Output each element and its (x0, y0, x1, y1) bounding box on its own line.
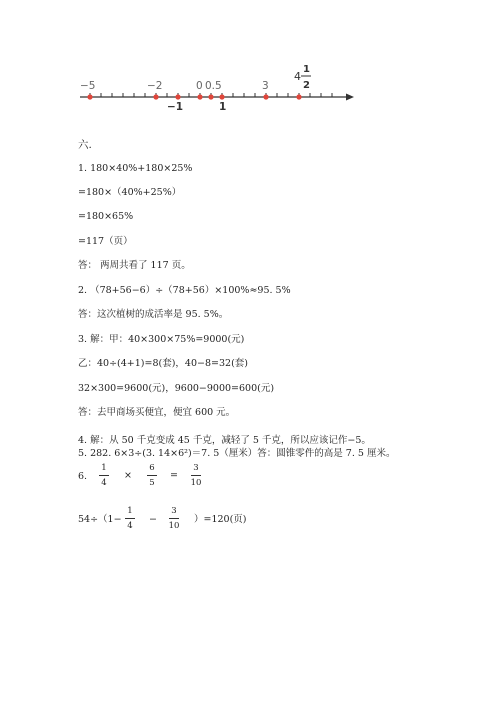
label-neg2: −2 (147, 80, 163, 92)
point-0-5 (208, 94, 213, 99)
q6-frac3-bar (191, 475, 201, 476)
q1-answer: 答： 两周共看了 117 页。 (78, 260, 191, 271)
label-neg5: −5 (80, 80, 96, 92)
point-neg2 (153, 94, 158, 99)
q6-line-2-prefix: 54÷（1− (78, 514, 122, 525)
point-4-5 (296, 94, 301, 99)
q1-line-4: =117（页） (78, 236, 133, 247)
section-title: 六. (78, 139, 92, 151)
q6-frac5-bar (169, 518, 179, 519)
q3-answer: 答：去甲商场买便宜，便宜 600 元。 (78, 407, 236, 418)
q6-frac2-numerator: 6 (149, 463, 155, 473)
q6-frac4-denominator: 4 (127, 521, 133, 531)
point-neg1 (175, 94, 180, 99)
q6-operator-equals: = (170, 470, 178, 481)
q2-line-1: 2. （78+56−6）÷（78+56）×100%≈95. 5% (78, 285, 291, 296)
q1-line-2: =180×（40%+25%） (78, 187, 182, 198)
q6-number: 6. (78, 471, 88, 482)
label-0: 0 (196, 80, 203, 92)
q6-frac4-numerator: 1 (127, 506, 133, 516)
q6-frac2-bar (147, 475, 157, 476)
label-1: 1 (219, 101, 227, 113)
label-0-5: 0.5 (205, 80, 222, 92)
label-mixed-denominator: 2 (303, 80, 310, 91)
q6-frac3-numerator: 3 (193, 463, 199, 473)
q6-operator-minus: − (149, 514, 157, 525)
label-mixed-numerator: 1 (303, 64, 310, 75)
q1-line-1: 1. 180×40%+180×25% (78, 163, 193, 174)
point-1 (219, 94, 224, 99)
number-line-arrow (346, 94, 354, 101)
q6-frac1-denominator: 4 (101, 478, 107, 488)
q6-operator-times: × (124, 470, 132, 481)
q5-line-1: 5. 282. 6×3÷(3. 14×6²)＝7. 5（厘米）答：圆锥零件的高是 7. 5 厘米。 (78, 448, 396, 459)
q6-frac1-numerator: 1 (101, 463, 107, 473)
point-neg5 (87, 94, 92, 99)
label-neg1: −1 (167, 101, 184, 113)
point-3 (263, 94, 268, 99)
q6-line-2-suffix: ）=120(页) (194, 514, 247, 525)
label-3: 3 (262, 80, 269, 92)
q6-frac5-numerator: 3 (171, 506, 177, 516)
q6-frac3-denominator: 10 (190, 478, 202, 488)
q3-line-3: 32×300=9600(元)，9600−9000=600(元) (78, 383, 275, 394)
q1-line-3: =180×65% (78, 211, 134, 222)
label-mixed-whole: 4 (294, 70, 301, 83)
q6-frac5-denominator: 10 (168, 521, 180, 531)
number-line (70, 58, 360, 114)
q3-line-1: 3. 解：甲：40×300×75%=9000(元) (78, 334, 245, 345)
q2-answer: 答：这次植树的成活率是 95. 5%。 (78, 309, 229, 320)
point-0 (197, 94, 202, 99)
q6-frac4-bar (125, 518, 135, 519)
q3-line-2: 乙：40÷(4+1)=8(套)，40−8=32(套) (78, 358, 248, 369)
q4-line-1: 4. 解：从 50 千克变成 45 千克，减轻了 5 千克，所以应该记作−5。 (78, 435, 371, 446)
q6-frac1-bar (99, 475, 109, 476)
q6-frac2-denominator: 5 (149, 478, 155, 488)
